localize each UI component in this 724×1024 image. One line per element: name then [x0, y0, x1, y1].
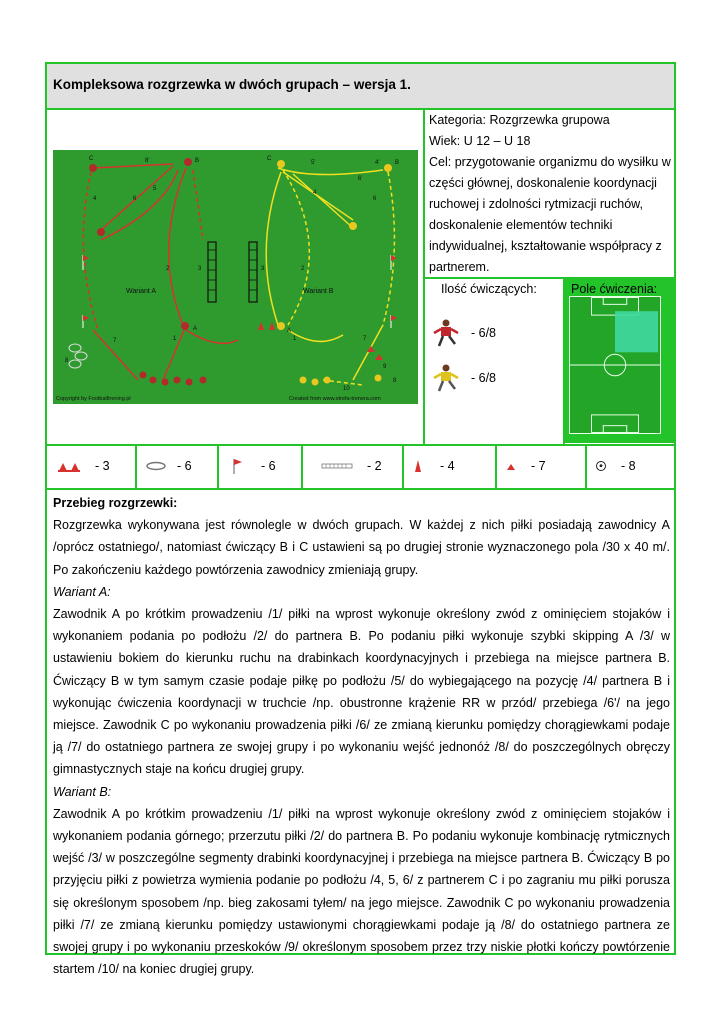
- exercise-sheet: [45, 62, 676, 977]
- description-heading: Przebieg rozgrzewki:: [53, 496, 178, 510]
- cones-icon: [57, 460, 81, 472]
- divider: [402, 444, 404, 488]
- equipment-count: - 7: [531, 459, 546, 473]
- goal-line: doskonalenie elementów techniki: [429, 218, 613, 232]
- goal-line: partnerem.: [429, 260, 490, 274]
- diagram-label: B: [195, 158, 200, 164]
- diagram-label: 6: [133, 196, 137, 202]
- red-player-icon: [431, 319, 461, 347]
- divider: [135, 444, 137, 488]
- diagram-label: C: [89, 156, 94, 162]
- variant-b-text: Zawodnik A po krótkim prowadzeniu /1/ piłki na wprost wykonuje określony zwód z ominięciem stojaków i wykonaniem podania górnego; przerzutu piłki /2/ do partnera B. Po podaniu wykonuje kombinację rytmicznych wejść /3/ w poszczególne segmenty drabinki koordynacyjnej i przebiega na miejsce partnera B. Ćwiczący B po przyjęciu piłki z powietrza wymienia podanie po podłożu /4, 5, 6/ z partnerem C i po zagraniu mu piłki porusza się określonym sposobem /np. bieg zakosami tyłem/ na jego miejsce. Zawodnik C po wykonaniu prowadzenia piłki /7/ ze zmianą kierunku pomiędzy ustawionymi chorągiewkami podaje ją /8/ do ostatniego partnera ze swojej grupy i po wykonaniu przeskoków /9/ określonym sposobem przez trzy niskie płotki kończy powtórzenie startem /10/ na koniec drugiej grupy.: [53, 806, 670, 977]
- divider: [217, 444, 219, 488]
- diagram-label: 6: [373, 196, 377, 202]
- equipment-row: [47, 444, 674, 488]
- small-cone-icon: [505, 461, 517, 471]
- diagram-label: 3: [261, 266, 265, 272]
- goal-line: ruchowej i zdolności rytmizacji ruchów,: [429, 197, 643, 211]
- equipment-item: [57, 444, 110, 488]
- equipment-count: - 6: [261, 459, 276, 473]
- variant-b-heading: Wariant B:: [53, 784, 112, 799]
- diagram-label: 8: [393, 378, 397, 384]
- participants-label: Ilość ćwiczących:: [441, 282, 537, 296]
- variant-a-label: Wariant A: [126, 288, 157, 295]
- exercise-diagram: [53, 150, 418, 404]
- diagram-label: 10: [343, 386, 350, 392]
- variant-a-heading: Wariant A:: [53, 584, 111, 599]
- goal-line: indywidualnej, kształtowanie współpracy z: [429, 239, 662, 253]
- description-intro: Rozgrzewka wykonywana jest równolegle w dwóch grupach. W każdej z nich piłki posiadają zawodnicy A /oprócz ostatniego/, natomiast ćwiczący B i C ustawieni są po drugiej stronie wyznaczonego pola /30 x 40 m/. Po zakończeniu każdego powtórzenia zawodnicy zmieniają grupy.: [53, 518, 670, 577]
- diagram-label: 2: [301, 266, 305, 272]
- goal-line: Cel: przygotowanie organizmu do wysiłku w: [429, 155, 671, 169]
- ladder-icon: [321, 462, 353, 470]
- divider: [495, 444, 497, 488]
- diagram-label: 4: [313, 190, 317, 196]
- equipment-count: - 6: [177, 459, 192, 473]
- equipment-item: [412, 444, 455, 488]
- diagram-label: B: [395, 160, 400, 166]
- title-row: [47, 64, 674, 108]
- diagram-label: A: [287, 328, 292, 334]
- ball-icon: [595, 460, 607, 472]
- equipment-item: [231, 444, 276, 488]
- equipment-count: - 4: [440, 459, 455, 473]
- equipment-count: - 2: [367, 459, 382, 473]
- red-players-value: - 6/8: [471, 326, 497, 340]
- variant-a-text: Zawodnik A po krótkim prowadzeniu /1/ piłki na wprost wykonuje określony zwód z ominięciem stojaków i wykonaniem podania po podłożu /2/ do partnera B. Po podaniu piłki wykonuje szybki skipping A /3/ w ustawieniu bokiem do kierunku ruchu na drabinkach koordynacyjnych i przebiega na miejsce partnera B. Ćwiczący B w tym samym czasie podaje piłkę po podłożu /5/ do wybiegającego na pozycję /4/ partnera B i wykonując ćwiczenia koordynacji w truchcie /np. obustronne krążenie RR w przód/ przebiega /6'/ na jego miejsce. Zawodnik C po wykonaniu prowadzenia piłki /6/ ze zmianą kierunku pomiędzy chorągiewkami podaje ją /7/ do ostatniego partnera ze swojej grupy i po wykonaniu wejść jednonóż /8/ do poszczególnych obręczy gimnastycznych staje na końcu drugiej grupy.: [53, 607, 670, 777]
- equipment-item: [595, 444, 636, 488]
- variant-b-label: Wariant B: [303, 288, 334, 295]
- diagram-label: 8: [65, 358, 69, 364]
- diagram-label: 1: [173, 336, 177, 342]
- diagram-label: 4: [93, 196, 97, 202]
- diagram-label: 7: [113, 338, 117, 344]
- divider: [423, 108, 425, 444]
- field-label: Pole ćwiczenia:: [571, 282, 658, 296]
- equipment-item: [145, 444, 192, 488]
- page-title: Kompleksowa rozgrzewka w dwóch grupach – wersja 1.: [53, 77, 411, 92]
- diagram-created: Created from www.strefa-trenera.com: [289, 396, 381, 402]
- diagram-label: 1: [293, 336, 297, 342]
- diagram-label: 5: [153, 186, 157, 192]
- diagram-label: 9: [383, 364, 387, 370]
- diagram-label: A: [193, 326, 198, 332]
- equipment-count: - 8: [621, 459, 636, 473]
- diagram-label: 5': [311, 160, 316, 166]
- diagram-label: 2: [166, 266, 170, 272]
- diagram-label: 4': [375, 160, 380, 166]
- yellow-player-icon: [431, 364, 461, 392]
- diagram-copyright: Copyright by Footballtrening.pl: [56, 396, 131, 402]
- diagram-label: C: [267, 156, 272, 162]
- age-text: Wiek: U 12 – U 18: [429, 134, 531, 148]
- yellow-players-count: [431, 364, 496, 392]
- exercise-meta: [429, 110, 674, 278]
- pitch-icon: [569, 296, 661, 434]
- tall-cone-icon: [412, 458, 424, 474]
- goal-line: części głównej, doskonalenie koordynacji: [429, 176, 657, 190]
- category-text: Kategoria: Rozgrzewka grupowa: [429, 113, 610, 127]
- red-players-count: [431, 319, 496, 347]
- divider: [585, 444, 587, 488]
- diagram-label: 8': [145, 158, 150, 164]
- yellow-players-value: - 6/8: [471, 371, 497, 385]
- divider: [301, 444, 303, 488]
- flag-icon: [231, 457, 245, 475]
- hoop-icon: [145, 461, 167, 471]
- equipment-count: - 3: [95, 459, 110, 473]
- exercise-description: [53, 492, 670, 980]
- divider: [47, 488, 674, 490]
- diagram-label: 7: [363, 336, 367, 342]
- equipment-item: [321, 444, 382, 488]
- diagram-label: 6': [358, 176, 363, 182]
- diagram-label: 3: [198, 266, 202, 272]
- equipment-item: [505, 444, 546, 488]
